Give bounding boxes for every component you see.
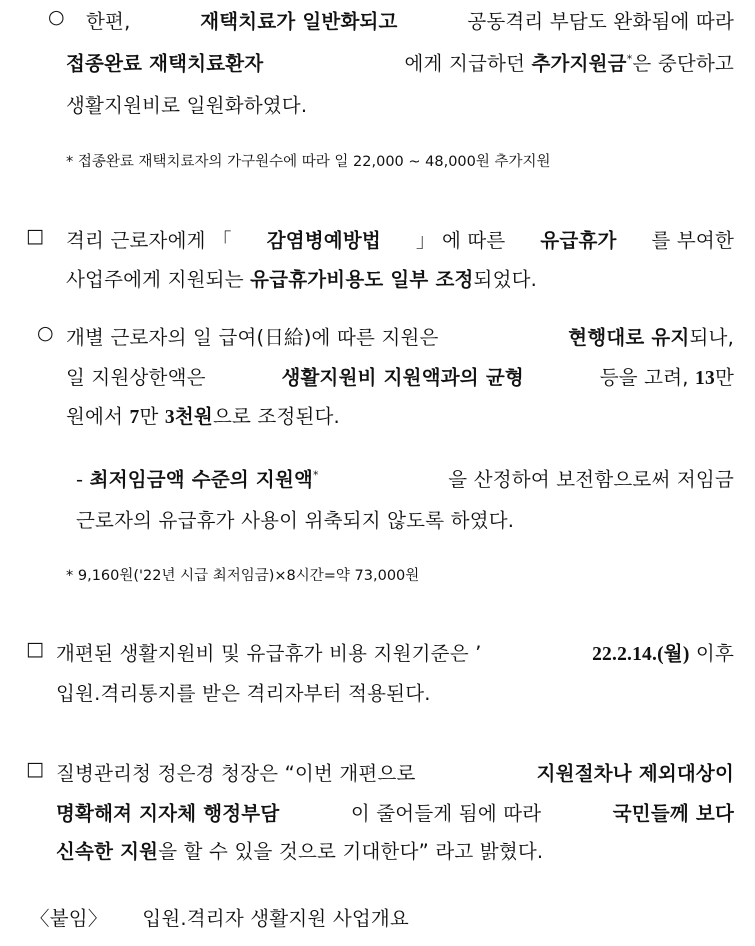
square-bullet: □ [26,758,45,780]
attachment-line [30,903,409,931]
sub-line-2: 근로자의 유급휴가 사용이 위축되지 않도록 하였다. [76,509,515,532]
p3-line-2: 일 지원상한액은 생활지원비 지원액과의 균형 등을 고려, 13만 [66,366,734,389]
p4-line-1: 개편된 생활지원비 및 유급휴가 비용 지원기준은 ’ 22.2.14.(월) 이후 [56,642,734,665]
attachment-title: 입원.격리자 생활지원 사업개요 [142,907,409,930]
attachment-label: 〈붙임〉 [30,907,108,930]
p3-line-1: 개별 근로자의 일 급여(日給)에 따른 지원은 현행대로 유지되나, [66,326,734,349]
p5-line-2: 명확해져 지자체 행정부담 이 줄어들게 됨에 따라 국민들께 보다 [56,802,734,825]
p1-line-2: 접종완료 재택치료환자 에게 지급하던 추가지원금*은 중단하고 [66,52,734,75]
footnote-2: * 9,160원('22년 시급 최저임금)×8시간=약 73,000원 [66,568,420,584]
square-bullet: □ [26,225,45,247]
circle-bullet: ○ [48,6,65,28]
circle-bullet: ○ [37,322,54,344]
p5-line-1: 질병관리청 정은경 청장은 “이번 개편으로 지원절차나 제외대상이 [56,762,734,785]
p2-line-2: 사업주에게 지원되는 유급휴가비용도 일부 조정되었다. [66,268,538,291]
p2-line-1: 격리 근로자에게 「 감염병예방법 」 에 따른 유급휴가 를 부여한 [66,229,734,252]
p1-line-1: 한편, 재택치료가 일반화되고 공동격리 부담도 완화됨에 따라 [86,10,734,33]
sub-line-1: - 최저임금액 수준의 지원액* 을 산정하여 보전함으로써 저임금 [76,468,734,491]
p5-line-3: 신속한 지원을 할 수 있을 것으로 기대한다” 라고 밝혔다. [56,840,544,863]
square-bullet: □ [26,638,45,660]
footnote-1: * 접종완료 재택치료자의 가구원수에 따라 일 22,000 ~ 48,000원 추가지원 [66,154,551,170]
p1-line-3: 생활지원비로 일원화하였다. [66,94,308,117]
p4-line-2: 입원.격리통지를 받은 격리자부터 적용된다. [56,682,431,705]
p3-line-3: 원에서 7만 3천원으로 조정된다. [66,405,340,428]
